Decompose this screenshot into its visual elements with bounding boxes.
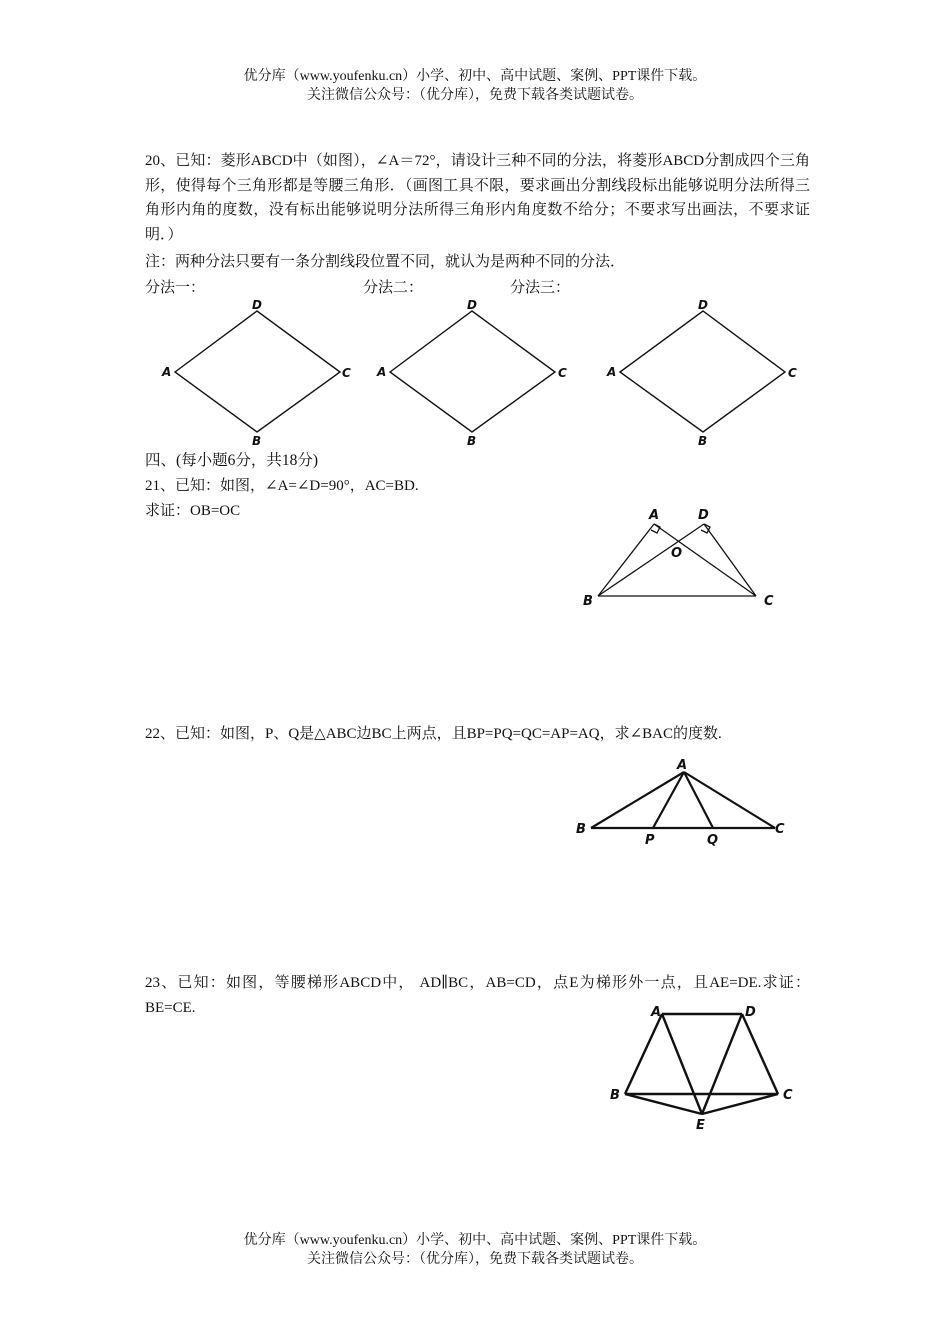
rhombus-shape [390, 311, 555, 432]
vertex-label-b: B [467, 434, 477, 448]
rhombus-figure-1 [155, 295, 365, 447]
q22-figure-lines [591, 772, 775, 828]
q22-text: 22、已知：如图，P、Q是△ABC边BC上两点，且BP=PQ=QC=AP=AQ，求∠BAC的度数. [145, 726, 722, 742]
point-label-p: P [645, 833, 655, 848]
q22-figure [573, 757, 798, 849]
footer-line-2: 关注微信公众号：（优分库），免费下载各类试题试卷。 [307, 1252, 643, 1267]
q20-method-1-label: 分法一： [145, 280, 206, 296]
rhombus-shape [620, 311, 785, 432]
page-header [0, 67, 950, 105]
vertex-label-d: D [467, 298, 477, 312]
page-footer [0, 1231, 950, 1269]
header-line-1: 优分库（www.youfenku.cn）小学、初中、高中试题、案例、PPT课件下载。 [243, 69, 707, 84]
rhombus-figure-3 [603, 295, 813, 447]
point-label-d: D [698, 508, 709, 523]
point-label-b: B [610, 1088, 620, 1103]
point-label-a: A [677, 758, 688, 773]
q23-text: 23、已知：如图，等腰梯形ABCD中， AD∥BC，AB=CD，点E为梯形外一点，且AE=DE.求证：BE=CE. [145, 975, 810, 1016]
header-line-2: 关注微信公众号：（优分库），免费下载各类试题试卷。 [307, 88, 643, 103]
q20-method-3-label: 分法三： [510, 280, 571, 296]
vertex-label-d: D [698, 298, 708, 312]
vertex-label-b: B [252, 434, 262, 448]
q20-note: 注：两种分法只要有一条分割线段位置不同，就认为是两种不同的分法． [145, 254, 626, 270]
point-label-b: B [576, 822, 586, 837]
point-label-a: A [651, 1005, 662, 1020]
vertex-label-c: C [342, 366, 351, 380]
point-label-c: C [764, 594, 774, 609]
vertex-label-c: C [788, 366, 797, 380]
point-label-b: B [583, 594, 593, 609]
rhombus-figure-2 [372, 295, 582, 447]
point-label-e: E [696, 1118, 705, 1133]
vertex-label-a: A [607, 365, 617, 379]
q20-text: 20、已知：菱形ABCD中（如图），∠A＝72°，请设计三种不同的分法，将菱形ABCD分割成四个三角形，使得每个三角形都是等腰三角形．（画图工具不限，要求画出分割线段标出能够说明分法所得三角形内角的度数，没有标出能够说明分法所得三角形内角度数不给分；不要求写出画法，不要求证明．） [145, 153, 810, 243]
q21-prove: 求证：OB=OC [145, 503, 241, 519]
point-label-c: C [775, 822, 785, 837]
point-label-d: D [745, 1005, 756, 1020]
rhombus-shape [175, 311, 340, 432]
vertex-label-a: A [377, 365, 387, 379]
vertex-label-d: D [252, 298, 262, 312]
point-label-a: A [649, 508, 660, 523]
q20-method-2-label: 分法二： [363, 280, 424, 296]
footer-line-1: 优分库（www.youfenku.cn）小学、初中、高中试题、案例、PPT课件下载。 [243, 1233, 707, 1248]
vertex-label-a: A [162, 365, 172, 379]
vertex-label-c: C [558, 366, 567, 380]
section-4-title: 四、(每小题6分，共18分) [145, 452, 319, 469]
point-label-o: O [671, 546, 683, 561]
q23-figure [605, 1000, 800, 1135]
q23-figure-lines [625, 1014, 778, 1114]
q21-figure [578, 505, 788, 615]
point-label-c: C [783, 1088, 793, 1103]
point-label-q: Q [707, 833, 719, 848]
vertex-label-b: B [698, 434, 708, 448]
q21-given: 21、已知：如图，∠A=∠D=90°，AC=BD. [145, 478, 419, 494]
